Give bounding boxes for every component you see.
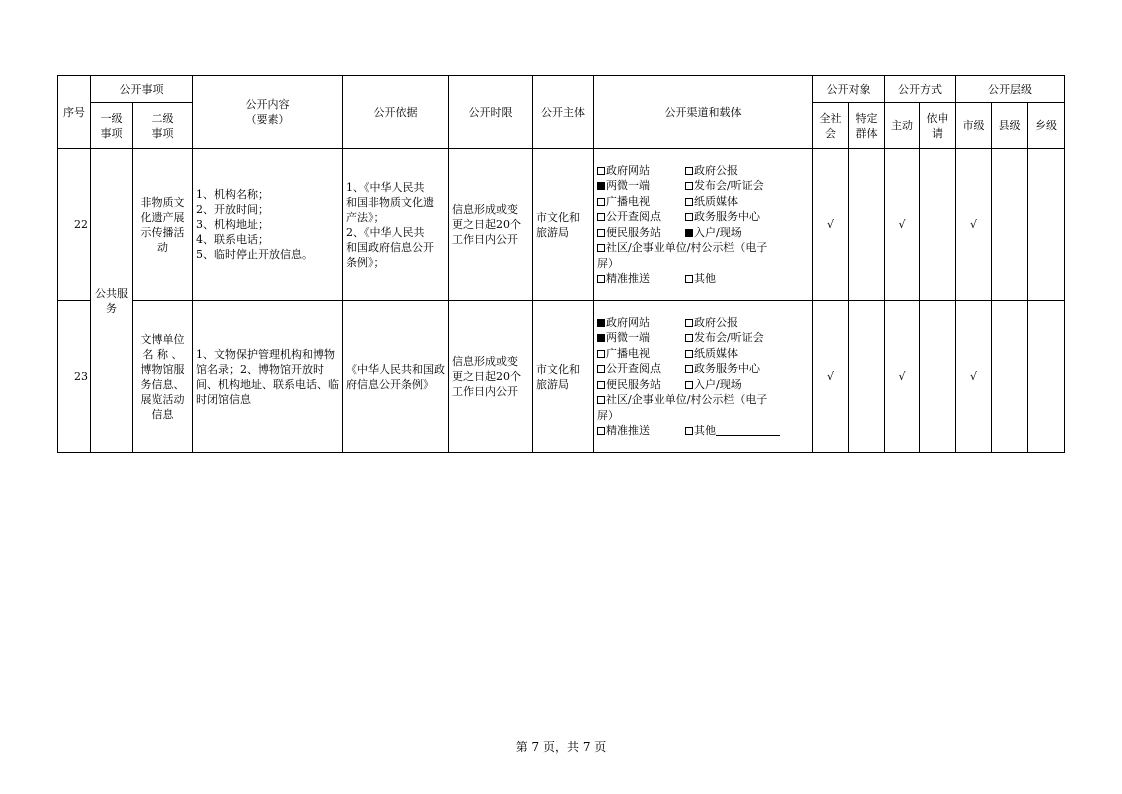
unchecked-box-icon	[597, 167, 605, 175]
header-seq: 序号	[58, 76, 91, 149]
channel-option	[685, 330, 773, 346]
table-row	[58, 301, 1065, 453]
unchecked-box-icon	[597, 229, 605, 237]
channels-list	[597, 315, 809, 439]
other-blank-line	[716, 425, 780, 436]
channel-row	[597, 361, 809, 377]
row-time-limit: 信息形成或变 更之日起20个 工作日内公开	[449, 301, 533, 453]
header-channels: 公开渠道和载体	[594, 76, 813, 149]
row-content: 1、文物保护管理机构和博物馆名录；2、博物馆开放时间、机构地址、联系电话、临时闭馆信息	[193, 301, 343, 453]
channel-label: 政府网站	[606, 315, 650, 329]
row-level-county	[992, 149, 1028, 301]
channel-option	[685, 423, 780, 439]
disclosure-table	[57, 75, 1065, 453]
row-seq: 22	[58, 149, 91, 301]
channel-label: 纸质媒体	[694, 346, 738, 360]
header-content: 公开内容 （要素）	[193, 76, 343, 149]
row-level2: 文博单位 名 称 、 博物馆服 务信息、 展览活动 信息	[133, 301, 193, 453]
channel-label: 广播电视	[606, 194, 650, 208]
unchecked-box-icon	[597, 244, 605, 252]
row-target-all: √	[813, 301, 849, 453]
unchecked-box-icon	[685, 427, 693, 435]
channel-row	[597, 315, 809, 331]
header-mode-request: 依申 请	[920, 103, 956, 149]
channel-label: 其他	[694, 424, 716, 437]
channel-option	[597, 330, 685, 346]
row-target-all: √	[813, 149, 849, 301]
unchecked-box-icon	[685, 381, 693, 389]
channel-option	[685, 315, 773, 331]
channel-option	[597, 315, 685, 331]
channel-row	[597, 225, 809, 241]
channel-option	[685, 377, 773, 393]
channel-option	[685, 225, 773, 241]
channel-option	[685, 178, 773, 194]
channel-label: 入户/现场	[694, 225, 742, 239]
header-basis: 公开依据	[343, 76, 449, 149]
channel-option	[685, 209, 773, 225]
row-subject: 市文化和 旅游局	[533, 149, 594, 301]
channel-label: 公开查阅点	[606, 210, 661, 223]
header-level-city: 市级	[956, 103, 992, 149]
row-target-specific	[849, 149, 885, 301]
header-target-specific: 特定 群体	[849, 103, 885, 149]
channel-option	[597, 178, 685, 194]
channel-row	[597, 423, 809, 439]
header-level-town: 乡级	[1028, 103, 1065, 149]
header-item-group: 公开事项	[91, 76, 193, 103]
header-target-all: 全社 会	[813, 103, 849, 149]
row-target-specific	[849, 301, 885, 453]
channels-cell	[594, 301, 813, 453]
channel-label: 纸质媒体	[694, 194, 738, 208]
row-mode-request	[920, 149, 956, 301]
channel-row	[597, 209, 809, 225]
header-level1: 一级 事项	[91, 103, 133, 149]
row-level-town	[1028, 149, 1065, 301]
channel-row	[597, 163, 809, 179]
unchecked-box-icon	[597, 213, 605, 221]
channel-label: 发布会/听证会	[694, 179, 764, 192]
unchecked-box-icon	[685, 319, 693, 327]
row-level-city: √	[956, 149, 992, 301]
unchecked-box-icon	[685, 365, 693, 373]
unchecked-box-icon	[597, 365, 605, 373]
channel-option	[597, 209, 685, 225]
channel-option	[597, 271, 685, 287]
channel-option	[685, 346, 773, 362]
header-subject: 公开主体	[533, 76, 594, 149]
channels-list	[597, 163, 809, 287]
row-level2: 非物质文 化遗产展 示传播活 动	[133, 149, 193, 301]
channel-label: 入户/现场	[694, 377, 742, 391]
unchecked-box-icon	[597, 198, 605, 206]
checked-box-icon	[597, 334, 605, 342]
channel-option	[597, 194, 685, 210]
channel-label: 精准推送	[606, 272, 650, 285]
unchecked-box-icon	[685, 275, 693, 283]
row-mode-active: √	[885, 149, 920, 301]
unchecked-box-icon	[597, 350, 605, 358]
row-basis: 1、《中华人民共 和国非物质文化遗 产法》； 2、《中华人民共 和国政府信息公开 条例》；	[343, 149, 449, 301]
channel-label: 政务服务中心	[694, 210, 760, 223]
unchecked-box-icon	[685, 334, 693, 342]
header-mode-group: 公开方式	[885, 76, 956, 103]
header-row-1	[58, 76, 1065, 103]
unchecked-box-icon	[597, 427, 605, 435]
channel-label: 广播电视	[606, 346, 650, 360]
channel-label: 政府公报	[694, 315, 738, 329]
channel-label: 两微一端	[606, 179, 650, 192]
channel-label: 公开查阅点	[606, 362, 661, 375]
header-time-limit: 公开时限	[449, 76, 533, 149]
channel-option	[597, 225, 685, 241]
checked-box-icon	[597, 319, 605, 327]
channel-community-cont: 屏）	[597, 408, 619, 422]
level1-merged-cell: 公共服 务	[91, 149, 133, 453]
channel-option	[685, 163, 773, 179]
header-mode-active: 主动	[885, 103, 920, 149]
channel-option	[597, 361, 685, 377]
row-subject: 市文化和 旅游局	[533, 301, 594, 453]
channel-label: 社区/企事业单位/村公示栏（电子	[606, 241, 768, 254]
channel-community-row	[597, 392, 809, 408]
channel-row	[597, 330, 809, 346]
header-level-group: 公开层级	[956, 76, 1065, 103]
channel-option	[597, 346, 685, 362]
channel-option	[685, 271, 773, 287]
row-seq: 23	[58, 301, 91, 453]
row-mode-active: √	[885, 301, 920, 453]
row-level-town	[1028, 301, 1065, 453]
unchecked-box-icon	[597, 396, 605, 404]
channel-label: 精准推送	[606, 424, 650, 437]
channel-row	[597, 271, 809, 287]
unchecked-box-icon	[597, 381, 605, 389]
channel-label: 两微一端	[606, 331, 650, 344]
unchecked-box-icon	[685, 167, 693, 175]
row-basis: 《中华人民共和国政府信息公开条例》	[343, 301, 449, 453]
channel-row	[597, 194, 809, 210]
page-footer: 第 7 页，共 7 页	[515, 740, 607, 754]
channel-row	[597, 377, 809, 393]
row-mode-request	[920, 301, 956, 453]
channels-cell	[594, 149, 813, 301]
header-target-group: 公开对象	[813, 76, 885, 103]
channel-label: 其他	[694, 272, 716, 285]
channel-community-cont: 屏）	[597, 256, 619, 270]
channel-option	[685, 361, 773, 377]
row-level-city: √	[956, 301, 992, 453]
channel-option	[685, 194, 773, 210]
row-level-county	[992, 301, 1028, 453]
channel-label: 社区/企事业单位/村公示栏（电子	[606, 393, 768, 406]
unchecked-box-icon	[685, 198, 693, 206]
unchecked-box-icon	[685, 182, 693, 190]
row-time-limit: 信息形成或变 更之日起20个 工作日内公开	[449, 149, 533, 301]
unchecked-box-icon	[597, 275, 605, 283]
channel-option	[597, 423, 685, 439]
channel-row	[597, 178, 809, 194]
checked-box-icon	[685, 229, 693, 237]
header-level-county: 县级	[992, 103, 1028, 149]
channel-label: 便民服务站	[606, 225, 661, 239]
channel-row	[597, 346, 809, 362]
channel-option	[597, 163, 685, 179]
channel-community-row	[597, 240, 809, 256]
row-content: 1、机构名称； 2、开放时间； 3、机构地址； 4、联系电话； 5、临时停止开放信息。	[193, 149, 343, 301]
unchecked-box-icon	[685, 350, 693, 358]
unchecked-box-icon	[685, 213, 693, 221]
checked-box-icon	[597, 182, 605, 190]
channel-label: 政府网站	[606, 163, 650, 177]
header-level2: 二级 事项	[133, 103, 193, 149]
table-row	[58, 149, 1065, 301]
channel-option	[597, 377, 685, 393]
channel-label: 政府公报	[694, 163, 738, 177]
channel-label: 政务服务中心	[694, 362, 760, 375]
channel-label: 便民服务站	[606, 377, 661, 391]
channel-label: 发布会/听证会	[694, 331, 764, 344]
